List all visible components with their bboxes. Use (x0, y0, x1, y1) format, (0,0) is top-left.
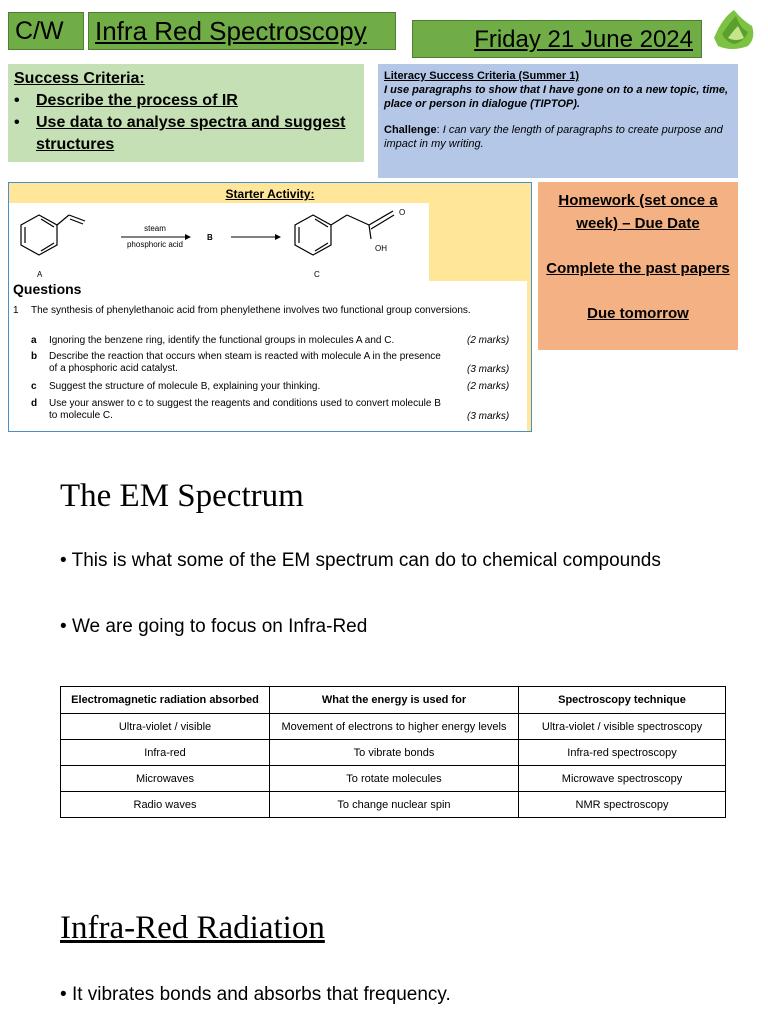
homework-line3: Due tomorrow (587, 305, 689, 322)
literacy-text: I use paragraphs to show that I have gone on to a new topic, time, place or person in dialogue (TIPTOP). (384, 84, 729, 110)
school-logo (708, 4, 760, 56)
part-marks: (3 marks) (467, 411, 510, 422)
part-letter: a (31, 335, 37, 346)
table-cell: Infra-red spectroscopy (519, 740, 726, 766)
em-table (60, 686, 726, 818)
part-letter: b (31, 351, 38, 362)
em-bullet: • We are going to focus on Infra-Red (60, 616, 367, 638)
part-text: Describe the reaction that occurs when steam is reacted with molecule A in the presence of a phosphoric acid catalyst. (49, 351, 441, 374)
part-text: Ignoring the benzene ring, identify the functional groups in molecules A and C. (49, 335, 395, 346)
table-cell: Ultra-violet / visible (61, 714, 270, 740)
success-item: • Describe the process of IR (14, 90, 364, 112)
table-row (61, 792, 726, 818)
em-bullet: • This is what some of the EM spectrum can do to chemical compounds (60, 550, 661, 572)
part-text: Use your answer to c to suggest the reagents and conditions used to convert molecule B to molecule C. (49, 398, 441, 421)
table-row (61, 714, 726, 740)
lesson-date: Friday 21 June 2024 (412, 20, 702, 58)
label-o: O (399, 208, 406, 217)
questions-title: Questions (13, 281, 82, 297)
homework-box (538, 182, 738, 350)
table-cell: Microwaves (61, 766, 270, 792)
table-header: Spectroscopy technique (519, 687, 726, 714)
table-cell: Microwave spectroscopy (519, 766, 726, 792)
table-cell: Movement of electrons to higher energy levels (270, 714, 519, 740)
table-row (61, 740, 726, 766)
part-marks: (2 marks) (467, 335, 510, 346)
literacy-box (378, 64, 738, 178)
starter-heading: Starter Activity: (225, 187, 315, 201)
challenge-text: Challenge: I can vary the length of paragraphs to create purpose and impact in my writing. (384, 124, 723, 150)
label-a: A (37, 270, 43, 279)
reaction-scheme (9, 203, 429, 283)
cw-label: C/W (8, 12, 84, 50)
part-letter: d (31, 398, 38, 409)
lesson-title: Infra Red Spectroscopy (88, 12, 396, 50)
question-intro: The synthesis of phenylethanoic acid from phenylethene involves two functional group conversions. (31, 305, 471, 316)
table-row (61, 766, 726, 792)
label-c: C (314, 270, 320, 279)
success-criteria-heading: Success Criteria: (14, 70, 145, 87)
table-cell: Radio waves (61, 792, 270, 818)
part-text: Suggest the structure of molecule B, explaining your thinking. (49, 381, 321, 392)
label-b: B (207, 233, 213, 242)
table-cell: Infra-red (61, 740, 270, 766)
part-marks: (3 marks) (467, 364, 510, 375)
table-cell: NMR spectroscopy (519, 792, 726, 818)
starter-activity (8, 182, 532, 432)
reagent-steam: steam (144, 224, 166, 233)
part-marks: (2 marks) (467, 381, 510, 392)
ir-bullet: • It vibrates bonds and absorbs that frequency. (60, 984, 451, 1006)
table-header-row (61, 687, 726, 714)
table-header: Electromagnetic radiation absorbed (61, 687, 270, 714)
literacy-heading: Literacy Success Criteria (Summer 1) (384, 70, 580, 82)
em-heading: The EM Spectrum (60, 478, 304, 514)
table-cell: To change nuclear spin (270, 792, 519, 818)
table-cell: Ultra-violet / visible spectroscopy (519, 714, 726, 740)
ir-heading: Infra-Red Radiation (60, 910, 325, 946)
homework-line2: Complete the past papers (546, 260, 730, 277)
part-letter: c (31, 381, 37, 392)
homework-line1: Homework (set once a week) – Due Date (558, 192, 718, 232)
question-number: 1 (13, 305, 19, 316)
reagent-acid: phosphoric acid (126, 240, 184, 249)
success-criteria-box (8, 64, 364, 162)
success-item: • Use data to analyse spectra and suggest structures (14, 112, 364, 156)
table-cell: To rotate molecules (270, 766, 519, 792)
label-oh: OH (375, 244, 387, 253)
table-header: What the energy is used for (270, 687, 519, 714)
table-cell: To vibrate bonds (270, 740, 519, 766)
